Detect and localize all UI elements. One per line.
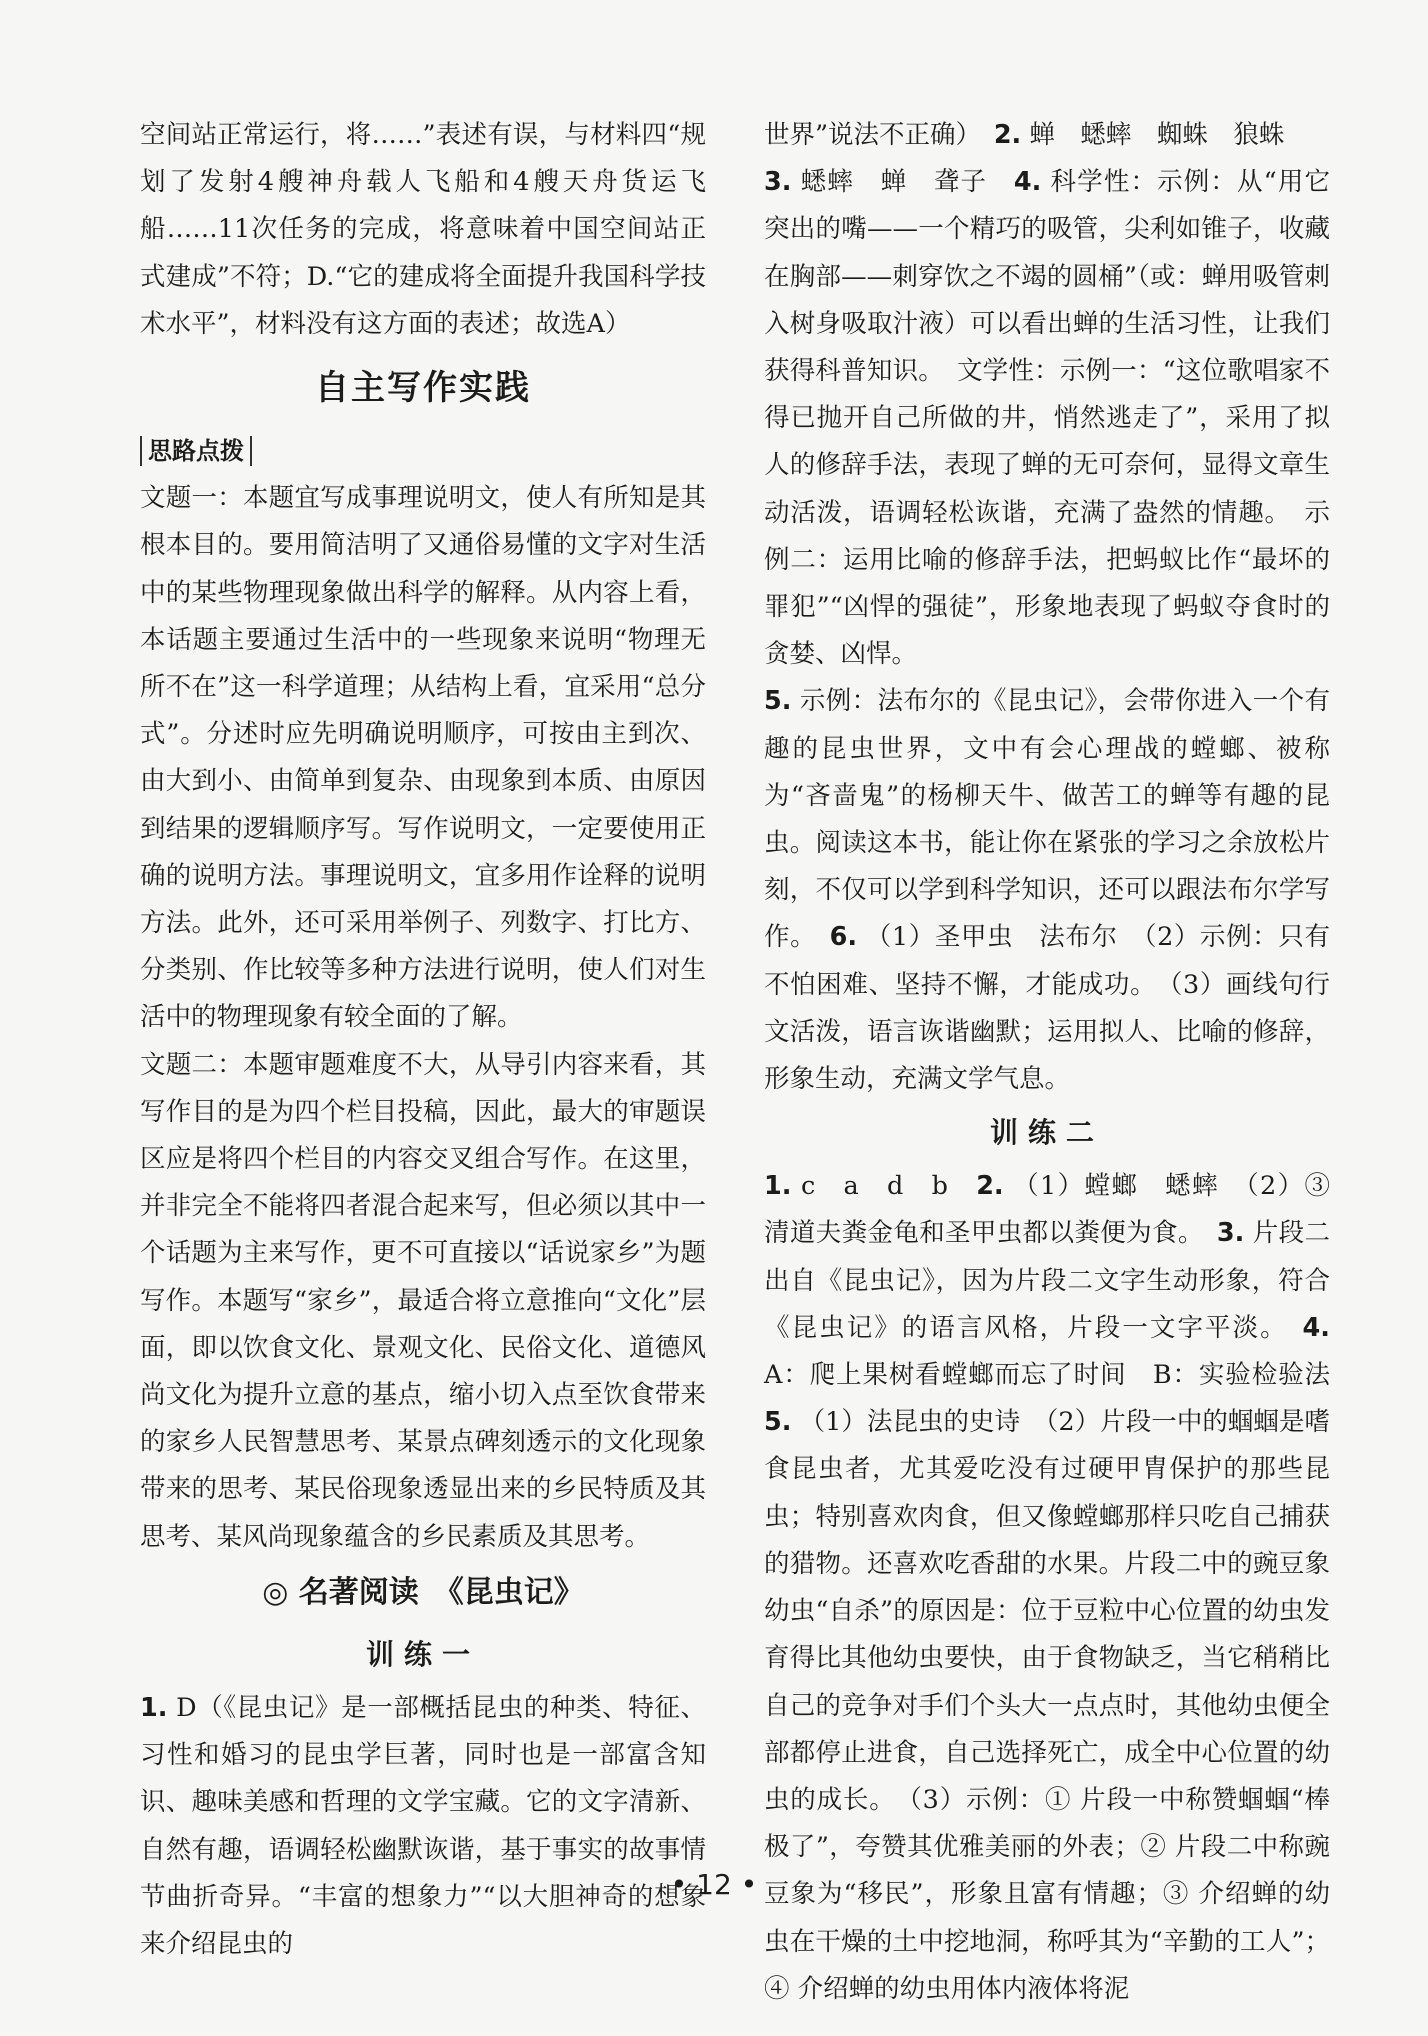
- q-text: 蟋蟀 蝉 聋子: [800, 167, 988, 198]
- q-number: 5.: [764, 686, 792, 717]
- q-number: 1.: [140, 1692, 168, 1723]
- q-text: 蝉 蟋蟀 蜘蛛 狼蛛: [1029, 120, 1285, 150]
- q-number: 3.: [764, 167, 792, 198]
- reading-title: ◎ 名著阅读 《昆虫记》: [262, 1574, 584, 1610]
- intro-paragraph: 空间站正常运行，将……”表述有误，与材料四“规划了发射4艘神舟载人飞船和4艘天舟货运飞船……11次任务的完成，将意味着中国空间站正式建成”不符；D.“它的建成将全面提升我国科学技术水平”，材料没有这方面的表述；故选A）: [140, 120, 706, 339]
- q-text: （1）螳螂 蟋蟀 （2）③ 清道夫粪金龟和圣甲虫都以粪便为食。: [764, 1171, 1330, 1249]
- answer-paragraph-3-4: [764, 159, 1330, 678]
- essay-topic-1: 文题一：本题宜写成事理说明文，使人有所知是其根本目的。要用简洁明了又通俗易懂的文字对生活中的某些物理现象做出科学的解释。从内容上看，本话题主要通过生活中的一些现象来说明“物理无所不在”这一科学道理；从结构上看，宜采用“总分式”。分述时应先明确说明顺序，可按由主到次、由大到小、由简单到复杂、由现象到本质、由原因到结果的逻辑顺序写。写作说明文，一定要使用正确的说明方法。事理说明文，宜多用作诠释的说明方法。此外，还可采用举例子、列数字、打比方、分类别、作比较等多种方法进行说明，使人们对生活中的物理现象有较全面的了解。: [140, 483, 706, 1033]
- answer-line-1: [764, 112, 1330, 159]
- q-text: （1）法昆虫的史诗 （2）片段一中的蝈蝈是嗜食昆虫者，尤其爱吃没有过硬甲胄保护的那些昆虫；特别喜欢肉食，但又像螳螂那样只吃自己捕获的猎物。还喜欢吃香甜的水果。片段二中的豌豆象幼虫“自杀”的原因是：位于豆粒中心位置的幼虫发育得比其他幼虫要快，由于食物缺乏，当它稍稍比自己的竞争对手们个头大一点点时，其他幼虫便全部都停止进食，自己选择死亡，成全中心位置的幼虫的成长。 （3）示例：① 片段一中称赞蝈蝈“棒极了”，夸赞其优雅美丽的外表；② 片段二中称豌豆象为“移民”，形象且富有情趣；③ 介绍蝉的幼虫在干燥的土中挖地洞，称呼其为“辛勤的工人”；④ 介绍蝉的幼虫用体内液体将泥: [764, 1407, 1330, 2004]
- hint-label: 思路点拨: [140, 436, 252, 466]
- q-number: 4.: [1013, 167, 1042, 198]
- training2-title: 训练二: [989, 1116, 1104, 1150]
- page-number: • 12 •: [670, 1868, 758, 1901]
- training1-title: 训练一: [365, 1637, 480, 1671]
- q-number: 3.: [1216, 1218, 1245, 1249]
- q-text: 示例：法布尔的《昆虫记》，会带你进入一个有趣的昆虫世界，文中有会心理战的螳螂、被称为“吝啬鬼”的杨柳天牛、做苦工的蝉等有趣的昆虫。阅读这本书，能让你在紧张的学习之余放松片刻，不仅可以学到科学知识，还可以跟法布尔学写作。: [764, 686, 1330, 953]
- q-number: 6.: [829, 922, 858, 953]
- answer-paragraph-5-6: [764, 678, 1330, 1103]
- q-number: 1.: [764, 1171, 792, 1202]
- essay-topic-2: 文题二：本题审题难度不大，从导引内容来看，其写作目的是为四个栏目投稿，因此，最大的审题误区应是将四个栏目的内容交叉组合写作。在这里，并非完全不能将四者混合起来写，但必须以其中一个话题为主来写作，更不可直接以“话说家乡”为题写作。本题写“家乡”，最适合将立意推向“文化”层面，即以饮食文化、景观文化、民俗文化、道德风尚文化为提升立意的基点，缩小切入点至饮食带来的家乡人民智慧思考、某景点碑刻透示的文化现象带来的思考、某民俗现象透显出来的乡民特质及其思考、某风尚现象蕴含的乡民素质及其思考。: [140, 1049, 706, 1552]
- q-text: 片段二出自《昆虫记》，因为片段二文字生动形象，符合《昆虫记》的语言风格，片段一文字平淡。: [764, 1218, 1330, 1343]
- q-number: 4.: [1302, 1312, 1330, 1343]
- left-column: [140, 112, 706, 1968]
- q-text: D（《昆虫记》是一部概括昆虫的种类、特征、习性和婚习的昆虫学巨著，同时也是一部富含知识、趣味美感和哲理的文学宝藏。它的文字清新、自然有趣，语调轻松幽默诙谐，基于事实的故事情节曲折奇异。“丰富的想象力”“以大胆神奇的想象来介绍昆虫的: [140, 1692, 706, 1959]
- q-text: 科学性：示例：从“用它突出的嘴——一个精巧的吸管，尖利如锥子，收藏在胸部——刺穿饮之不竭的圆桶”（或：蝉用吸管刺入树身吸取汁液）可以看出蝉的生活习性，让我们获得科普知识。 文学性：示例一：“这位歌唱家不得已抛开自己所做的井，悄然逃走了”，采用了拟人的修辞手法，表现了蝉的无可奈何，显得文章生动活泼，语调轻松诙谐，充满了盎然的情趣。 示例二：运用比喻的修辞手法，把蚂蚁比作“最坏的罪犯”“凶悍的强徒”，形象地表现了蚂蚁夺食时的贪婪、凶悍。: [764, 167, 1330, 670]
- q-text: （1）圣甲虫 法布尔 （2）示例：只有不怕困难、坚持不懈，才能成功。 （3）画线句行文活泼，语言诙谐幽默；运用拟人、比喻的修辞，形象生动，充满文学气息。: [764, 922, 1330, 1095]
- right-column: [764, 112, 1330, 2013]
- section-title: 自主写作实践: [315, 368, 531, 409]
- q-text: 世界”说法不正确）: [764, 120, 969, 150]
- q-number: 5.: [764, 1407, 792, 1438]
- q-number: 2.: [976, 1171, 1004, 1202]
- q-text: c a d b: [800, 1171, 948, 1202]
- q-text: A：爬上果树看螳螂而忘了时间 B：实验检验法: [764, 1360, 1330, 1391]
- training1-q1: [140, 1685, 706, 1968]
- q-number: 2.: [993, 120, 1022, 150]
